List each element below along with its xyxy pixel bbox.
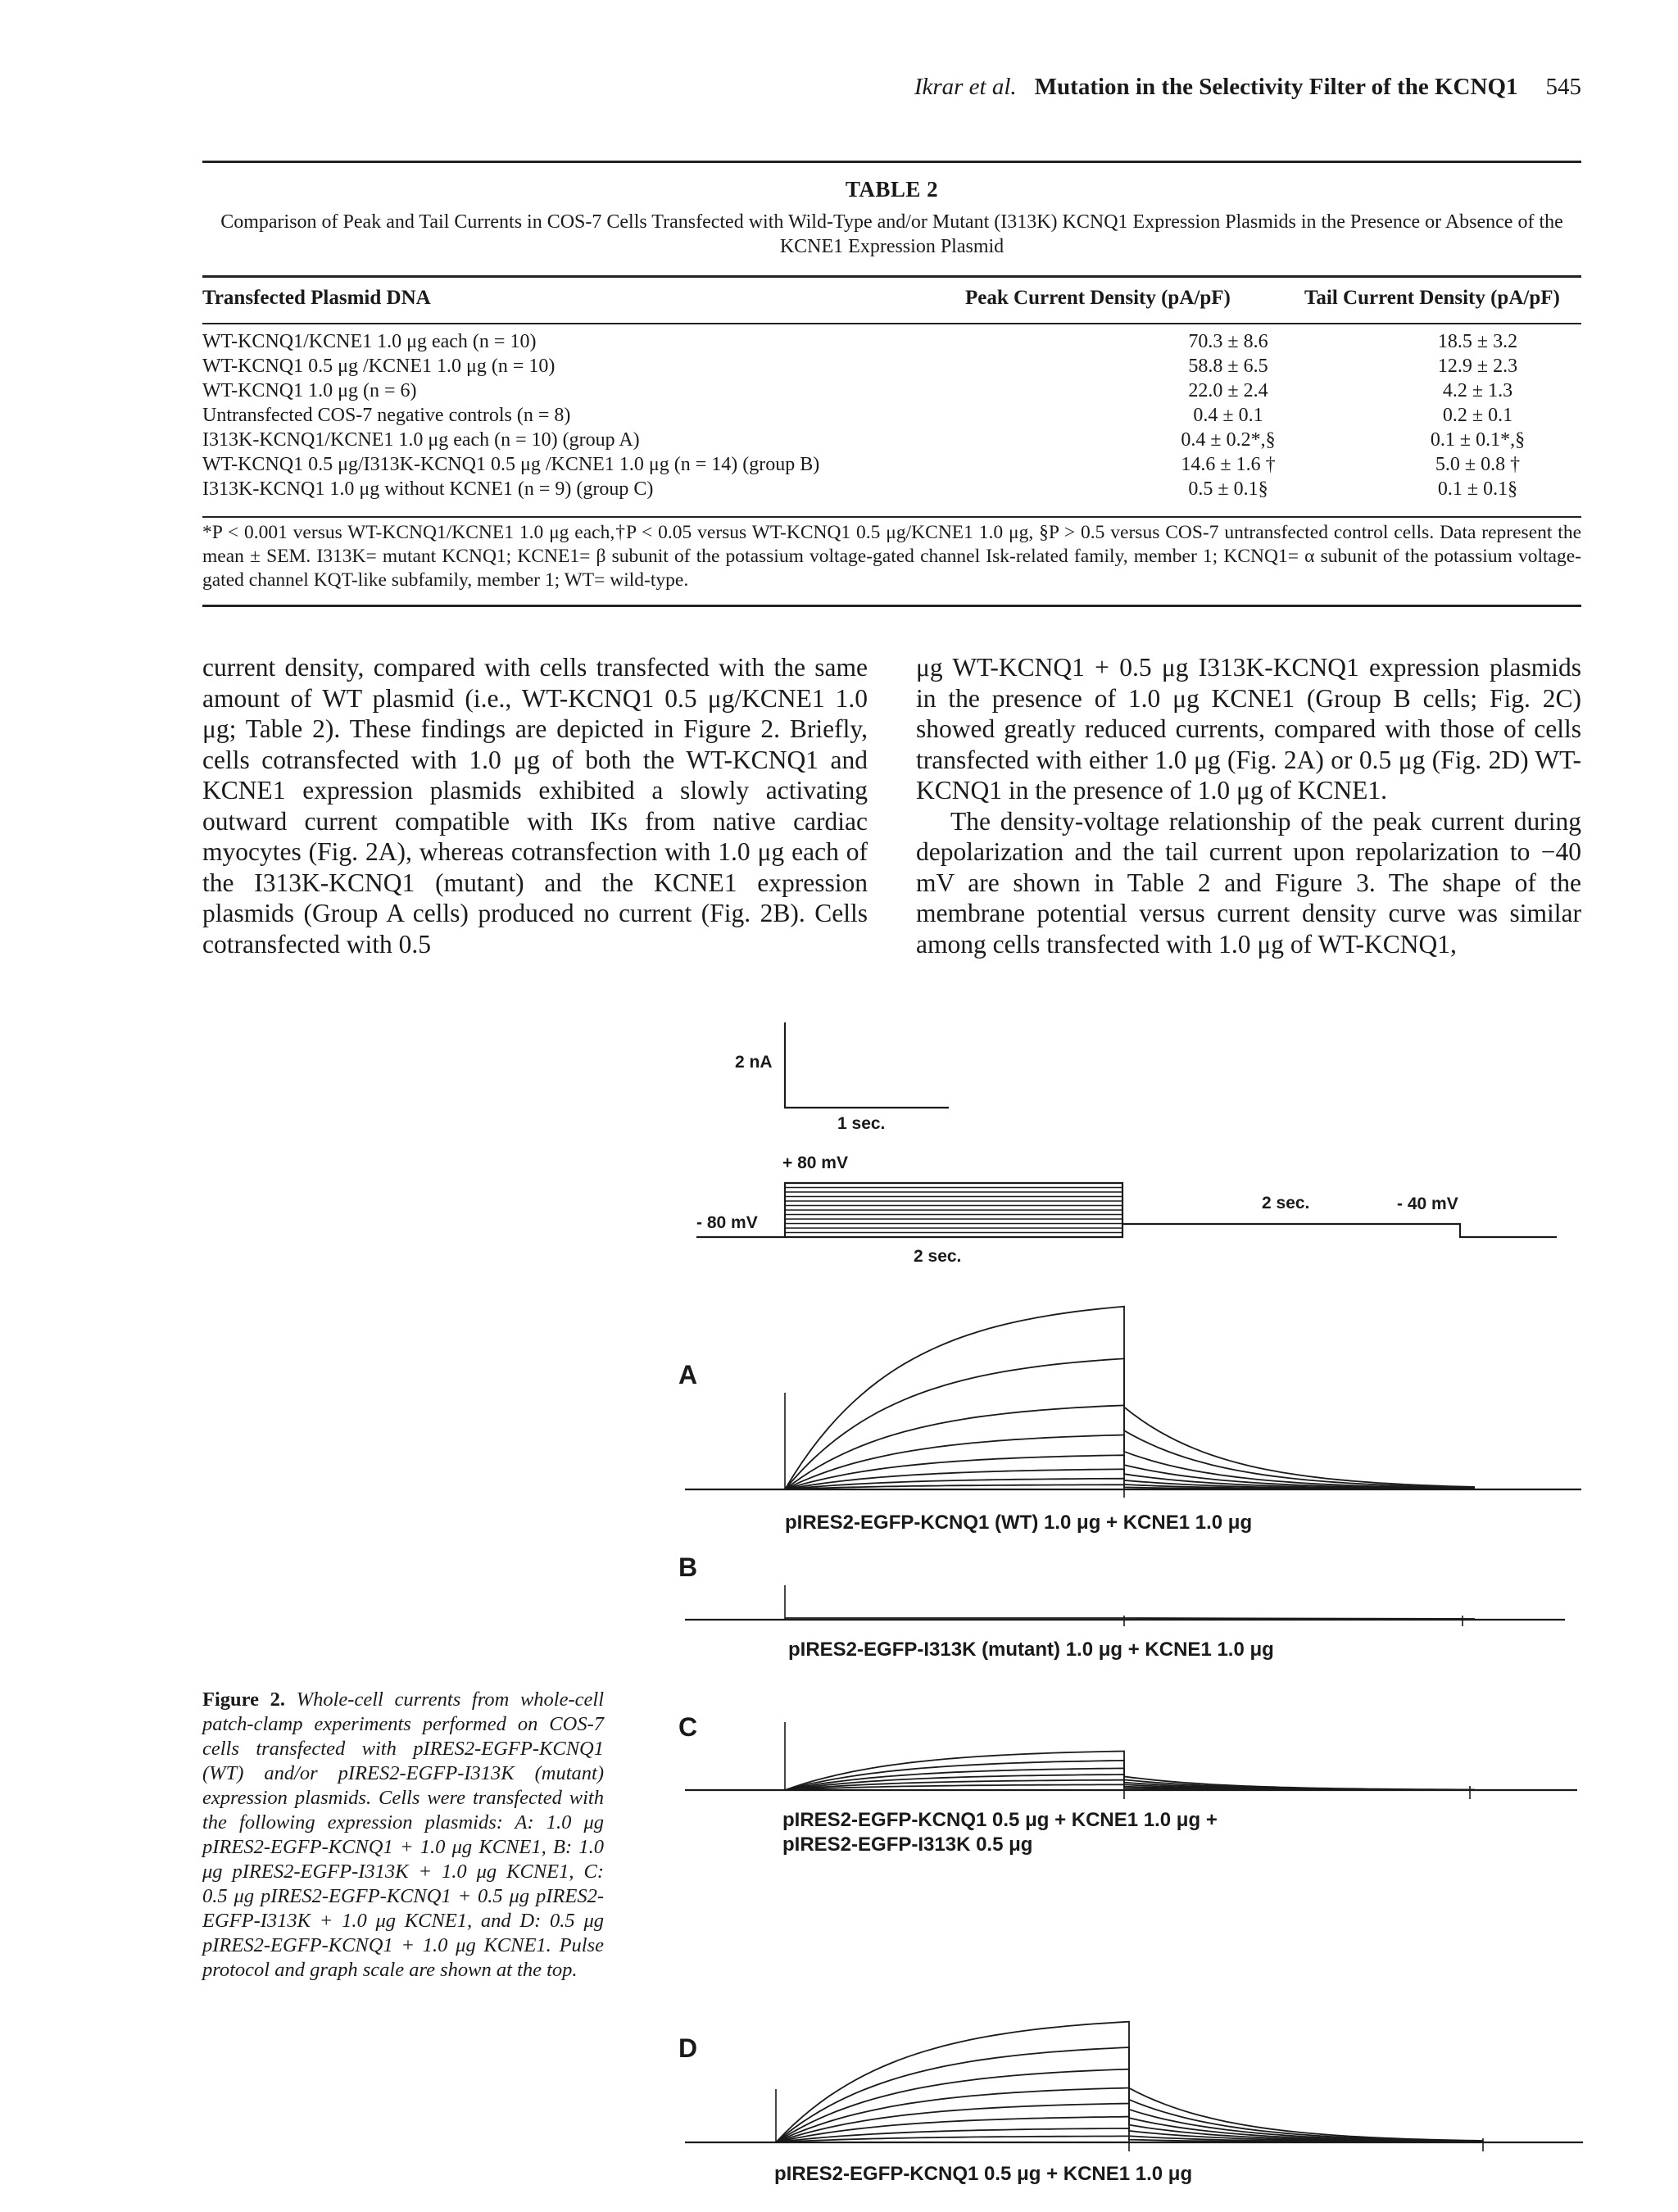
table-col-header-plasmid: Transfected Plasmid DNA: [202, 287, 431, 309]
cell-peak-density: 14.6 ± 1.6 †: [1181, 454, 1276, 475]
trace-b: [785, 1618, 1475, 1619]
cell-plasmid: WT-KCNQ1 0.5 μg /KCNE1 1.0 μg (n = 10): [202, 356, 556, 377]
header-title: Mutation in the Selectivity Filter of the KCNQ1: [1034, 74, 1518, 100]
cell-plasmid: WT-KCNQ1 0.5 μg/I313K-KCNQ1 0.5 μg /KCNE1 1.0 μg (n = 14) (group B): [202, 454, 820, 475]
cell-tail-density: 4.2 ± 1.3: [1442, 380, 1513, 401]
body-left-text: current density, compared with cells transfected with the same amount of WT plasmid (i.e., WT-KCNQ1 0.5 μg/KCNE1 1.0 μg; Table 2). These findings are depicted in Figure 2. Briefly, cells cotransfected with 1.0 μg of both the WT-KCNQ1 and KCNE1 expression plasmids exhibited a slowly activating outward current compatible with IKs from native cardiac myocytes (Fig. 2A), whereas cotransfection with 1.0 μg each of the I313K-KCNQ1 (mutant) and the KCNE1 expression plasmids (Group A cells) produced no current (Fig. 2B). Cells cotransfected with 0.5: [202, 653, 868, 959]
table-footnote: *P < 0.001 versus WT-KCNQ1/KCNE1 1.0 μg each,†P < 0.05 versus WT-KCNQ1 0.5 μg/KCNE1 1.0 μg, §P > 0.5 versus COS-7 untransfected control cells. Data represent the mean ± SEM. I313K= mutant KCNQ1; KCNE1= β subunit of the potassium voltage-gated channel Isk-related family, member 1; KCNQ1= α subunit of the potassium voltage-gated channel KQT-like subfamily, member 1; WT= wild-type.: [202, 522, 1581, 591]
panel-letter-a: A: [678, 1360, 698, 1389]
protocol-tail-duration: 2 sec.: [1262, 1194, 1310, 1213]
cell-peak-density: 0.4 ± 0.2*,§: [1181, 429, 1276, 451]
cell-plasmid: I313K-KCNQ1/KCNE1 1.0 μg each (n = 10) (group A): [202, 429, 640, 451]
cell-peak-density: 0.5 ± 0.1§: [1188, 478, 1268, 500]
body-right-paragraph-1: μg WT-KCNQ1 + 0.5 μg I313K-KCNQ1 expression plasmids in the presence of 1.0 μg KCNE1 (Group B cells; Fig. 2C) showed greatly reduced currents, compared with those of cells transfected with either 1.0 μg (Fig. 2A) or 0.5 μg (Fig. 2D) WT-KCNQ1 in the presence of 1.0 μg of KCNE1.: [916, 653, 1581, 805]
cell-plasmid: Untransfected COS-7 negative controls (n = 8): [202, 405, 571, 426]
cell-peak-density: 70.3 ± 8.6: [1188, 331, 1268, 352]
cell-tail-density: 18.5 ± 3.2: [1437, 331, 1518, 352]
cell-peak-density: 0.4 ± 0.1: [1193, 405, 1263, 426]
figure-caption-label: Figure 2.: [202, 1688, 286, 1711]
panel-c-label-line1: pIRES2-EGFP-KCNQ1 0.5 μg + KCNE1 1.0 μg +: [782, 1809, 1218, 1831]
protocol-tail-potential: - 40 mV: [1397, 1194, 1458, 1213]
header-authors: Ikrar et al.: [914, 74, 1017, 100]
cell-peak-density: 58.8 ± 6.5: [1188, 356, 1268, 377]
cell-tail-density: 0.1 ± 0.1*,§: [1430, 429, 1526, 451]
cell-plasmid: WT-KCNQ1 1.0 μg (n = 6): [202, 380, 417, 401]
panel-letter-d: D: [678, 2033, 698, 2063]
cell-tail-density: 0.1 ± 0.1§: [1437, 478, 1518, 500]
body-right-paragraph-2: The density-voltage relationship of the peak current during depolarization and the tail current upon repolarization to −40 mV are shown in Table 2 and Figure 3. The shape of the membrane potential versus current density curve was similar among cells transfected with 1.0 μg of WT-KCNQ1,: [916, 806, 1581, 959]
cell-tail-density: 12.9 ± 2.3: [1437, 356, 1518, 377]
table-label: TABLE 2: [845, 177, 939, 202]
trace-a: [785, 1307, 1475, 1489]
table-col-header-peak: Peak Current Density (pA/pF): [965, 287, 1231, 309]
table-caption: Comparison of Peak and Tail Currents in COS-7 Cells Transfected with Wild-Type and/or Mutant (I313K) KCNQ1 Expression Plasmids in the Presence or Absence of the KCNE1 Expression Plasmid: [220, 211, 1563, 257]
cell-tail-density: 0.2 ± 0.1: [1442, 405, 1513, 426]
panel-b-label: pIRES2-EGFP-I313K (mutant) 1.0 μg + KCNE1 1.0 μg: [788, 1639, 1274, 1661]
scale-current-label: 2 nA: [735, 1053, 773, 1072]
panel-d-label: pIRES2-EGFP-KCNQ1 0.5 μg + KCNE1 1.0 μg: [774, 2163, 1193, 2185]
panel-c-label-line2: pIRES2-EGFP-I313K 0.5 μg: [782, 1834, 1033, 1856]
table-col-header-tail: Tail Current Density (pA/pF): [1304, 287, 1560, 309]
protocol-step-duration: 2 sec.: [914, 1247, 962, 1266]
cell-plasmid: WT-KCNQ1/KCNE1 1.0 μg each (n = 10): [202, 331, 537, 352]
panel-letter-c: C: [678, 1712, 698, 1742]
panel-a-label: pIRES2-EGFP-KCNQ1 (WT) 1.0 μg + KCNE1 1.0 μg: [785, 1512, 1253, 1534]
protocol-step-label: + 80 mV: [782, 1154, 848, 1172]
figure-caption-text: Whole-cell currents from whole-cell patch-clamp experiments performed on COS-7 cells transfected with pIRES2-EGFP-KCNQ1 (WT) and/or pIRES2-EGFP-I313K (mutant) expression plasmids. Cells were transfected with the following expression plasmids: A: 1.0 μg pIRES2-EGFP-KCNQ1 + 1.0 μg KCNE1, B: 1.0 μg pIRES2-EGFP-I313K + 1.0 μg KCNE1, C: 0.5 μg pIRES2-EGFP-KCNQ1 + 0.5 μg pIRES2-EGFP-I313K + 1.0 μg KCNE1, and D: 0.5 μg pIRES2-EGFP-KCNQ1 + 1.0 μg KCNE1. Pulse protocol and graph scale are shown at the top.: [202, 1688, 605, 1981]
panel-letter-b: B: [678, 1552, 698, 1582]
figure-caption: [202, 1688, 604, 1983]
trace-a: [785, 1358, 1475, 1489]
page-number: 545: [1545, 74, 1581, 100]
protocol-holding-label: - 80 mV: [696, 1213, 758, 1232]
scale-time-label: 1 sec.: [837, 1114, 886, 1133]
cell-plasmid: I313K-KCNQ1 1.0 μg without KCNE1 (n = 9) (group C): [202, 478, 654, 500]
scale-bar: [785, 1022, 949, 1108]
cell-tail-density: 5.0 ± 0.8 †: [1435, 454, 1521, 475]
cell-peak-density: 22.0 ± 2.4: [1188, 380, 1268, 401]
